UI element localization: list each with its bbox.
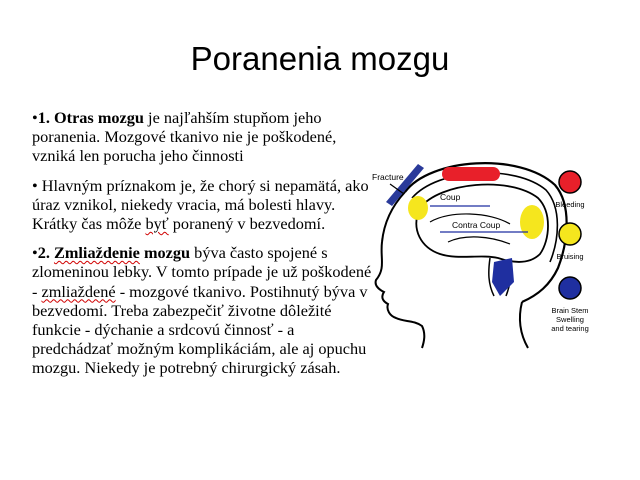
paragraph-text: poranený v bezvedomí. bbox=[168, 214, 326, 234]
contra-coup-label: Contra Coup bbox=[452, 220, 501, 230]
bullet: • bbox=[32, 175, 42, 195]
paragraph-contusion bbox=[32, 243, 372, 377]
bullet: • bbox=[32, 243, 38, 263]
item-number: 2. bbox=[37, 243, 54, 263]
legend-swelling-label-1: Brain Stem bbox=[551, 306, 589, 315]
neck-outline bbox=[520, 302, 528, 348]
paragraph-symptoms bbox=[32, 176, 372, 234]
spellcheck-word: zmliaždené bbox=[41, 281, 116, 301]
term-contusion: Zmliaždenie bbox=[53, 243, 140, 263]
legend-bleeding-swatch bbox=[559, 171, 581, 193]
item-number: 1. bbox=[37, 108, 54, 127]
bleeding-area bbox=[442, 167, 500, 181]
coup-label: Coup bbox=[440, 192, 461, 202]
paragraph-text: býva často spojené s zlomeninou lebky. V tomto prípade je už poškodené - bbox=[32, 243, 372, 301]
legend bbox=[551, 171, 589, 333]
fracture-label: Fracture bbox=[372, 172, 404, 182]
bullet: • bbox=[32, 108, 38, 127]
legend-bruising-swatch bbox=[559, 223, 581, 245]
paragraph-text: - mozgové tkanivo. Postihnutý býva v bezvedomí. Treba zabezpečiť životne dôležité funkcie - dýchanie a srdcovú činnosť - a predchádzať možným komplikáciám, ale aj opuchu mozgu. Niekedy je potrebný chirurgický zásah. bbox=[32, 281, 368, 378]
slide-title: Poranenia mozgu bbox=[190, 40, 450, 77]
brain-stem-swelling bbox=[492, 258, 514, 296]
paragraph-text: Hlavným príznakom je, že chorý si nepamätá, ako úraz vznikol, niekedy vracia, má bolesti hlavy. Krátky čas môže bbox=[32, 175, 369, 234]
legend-swelling-swatch bbox=[559, 277, 581, 299]
legend-bruising-label: Bruising bbox=[556, 252, 584, 261]
legend-swelling-label-3: and tearing bbox=[551, 324, 589, 333]
term-contusion-brain: mozgu bbox=[139, 243, 191, 263]
legend-swelling-label-2: Swelling bbox=[556, 315, 584, 324]
brain-injury-figure bbox=[360, 150, 630, 350]
slide-body bbox=[32, 108, 372, 388]
paragraph-text: je najľahším stupňom jeho poranenia. Mozgové tkanivo nie je poškodené, vzniká len porucha jeho činnosti bbox=[32, 108, 337, 166]
spellcheck-word: byť bbox=[145, 214, 169, 234]
legend-bleeding-label: Bleeding bbox=[555, 200, 585, 209]
contra-coup-bruise bbox=[520, 205, 544, 239]
coup-bruise bbox=[408, 196, 428, 220]
ventricle-line bbox=[448, 237, 510, 244]
paragraph-concussion bbox=[32, 108, 372, 166]
term-concussion: Otras mozgu bbox=[53, 108, 144, 127]
